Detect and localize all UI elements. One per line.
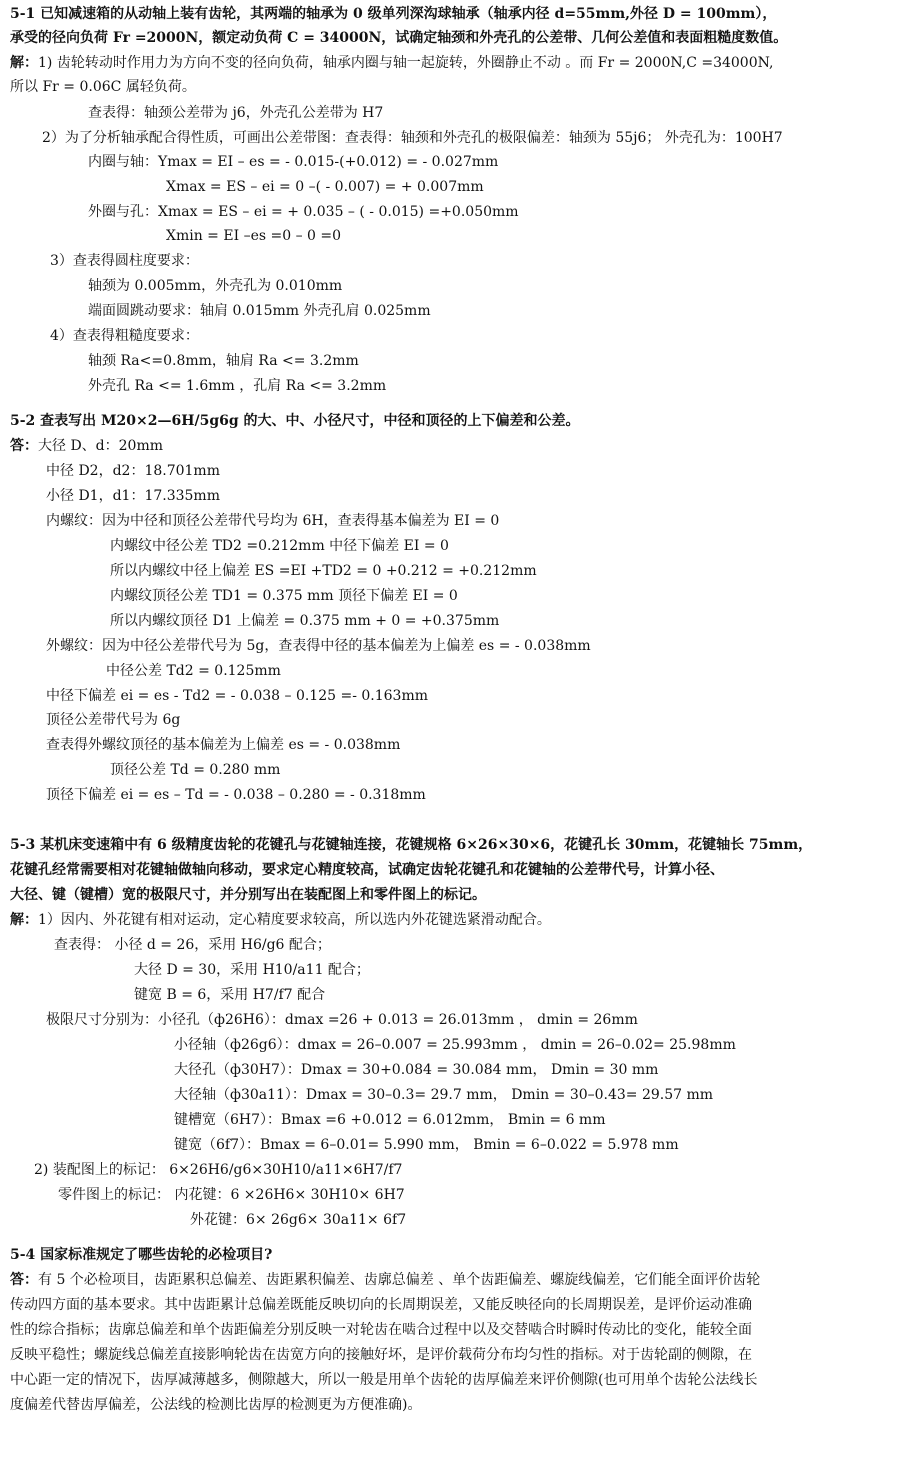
solution-line xyxy=(88,150,498,174)
solution-line xyxy=(88,101,383,125)
solution-line xyxy=(166,224,341,248)
solution-line xyxy=(174,1083,713,1107)
line-text: 中径公差 Td2 = 0.125mm xyxy=(106,663,281,679)
solution-line xyxy=(174,1058,658,1082)
problem-statement-line xyxy=(10,1243,272,1267)
line-text: 极限尺寸分别为：小径孔（ф26H6）：dmax =26 + 0.013 = 26.013mm ， dmin = 26mm xyxy=(46,1012,638,1028)
solution-line xyxy=(134,958,370,982)
solution-line xyxy=(110,758,280,782)
solution-line xyxy=(46,708,180,732)
solution-line xyxy=(54,933,331,957)
solution-line xyxy=(174,1133,679,1157)
line-text: 端面圆跳动要求：轴肩 0.015mm 外壳孔肩 0.025mm xyxy=(88,303,431,319)
line-text: 内螺纹中径公差 TD2 =0.212mm 中径下偏差 EI = 0 xyxy=(110,538,449,554)
solution-line xyxy=(46,783,426,807)
line-text: 承受的径向负荷 Fr =2000N，额定动负荷 C = 34000N，试确定轴颈和外壳孔的公差带、几何公差值和表面粗糙度数值。 xyxy=(10,30,788,46)
line-text: 2）为了分析轴承配合得性质，可画出公差带图：查表得：轴颈和外壳孔的极限偏差：轴颈为 55j6； 外壳孔为：100H7 xyxy=(42,130,783,146)
line-text: 所以内螺纹顶径 D1 上偏差 = 0.375 mm + 0 = +0.375mm xyxy=(110,613,500,629)
solution-line xyxy=(110,584,458,608)
line-text: 5-3 某机床变速箱中有 6 级精度齿轮的花键孔与花键轴连接，花键规格 6×26×30×6，花键孔长 30mm，花键轴长 75mm， xyxy=(10,837,813,853)
line-text: 键宽 B = 6，采用 H7/f7 配合 xyxy=(134,987,326,1003)
solution-line xyxy=(110,559,537,583)
answer-label: 答： xyxy=(10,1272,38,1288)
answer-label: 解： xyxy=(10,912,38,928)
solution-line xyxy=(106,659,281,683)
line-text: 查表得： 小径 d = 26，采用 H6/g6 配合； xyxy=(54,937,331,953)
line-text: 小径 D1，d1：17.335mm xyxy=(46,488,220,504)
solution-line xyxy=(10,1293,752,1317)
line-text: 顶径公差带代号为 6g xyxy=(46,712,181,728)
line-text: 5-2 查表写出 M20×2—6H/5g6g 的大、中、小径尺寸，中径和顶径的上下偏差和公差。 xyxy=(10,413,580,429)
solution-line xyxy=(50,324,199,348)
solution-line xyxy=(46,634,591,658)
line-text: 内螺纹顶径公差 TD1 = 0.375 mm 顶径下偏差 EI = 0 xyxy=(110,588,458,604)
solution-line xyxy=(46,684,428,708)
solution-line xyxy=(166,175,484,199)
solution-line xyxy=(88,274,342,298)
solution-line xyxy=(10,908,551,932)
solution-line xyxy=(10,1343,752,1367)
line-text: 小径轴（ф26g6）：dmax = 26–0.007 = 25.993mm ， dmin = 26–0.02= 25.98mm xyxy=(174,1037,736,1053)
line-text: 有 5 个必检项目，齿距累积总偏差、齿距累积偏差、齿廓总偏差 、单个齿距偏差、螺旋线偏差，它们能全面评价齿轮 xyxy=(38,1272,761,1288)
line-text: 1）因内、外花键有相对运动，定心精度要求较高，所以选内外花键选紧滑动配合。 xyxy=(38,912,551,928)
line-text: 外花键：6× 26g6× 30a11× 6f7 xyxy=(190,1212,407,1228)
line-text: 反映平稳性；螺旋线总偏差直接影响轮齿在齿宽方向的接触好坏，是评价载荷分布均匀性的指标。对于齿轮副的侧隙，在 xyxy=(10,1347,752,1363)
solution-line xyxy=(174,1033,736,1057)
line-text: 2) 装配图上的标记： 6×26H6/g6×30H10/a11×6H7/f7 xyxy=(34,1162,403,1178)
line-text: 所以内螺纹中径上偏差 ES =EI +TD2 = 0 +0.212 = +0.212mm xyxy=(110,563,537,579)
line-text: 传动四方面的基本要求。其中齿距累计总偏差既能反映切向的长周期误差，又能反映径向的长周期误差，是评价运动准确 xyxy=(10,1297,752,1313)
problem-statement-line xyxy=(10,26,787,50)
line-text: 查表得：轴颈公差带为 j6，外壳孔公差带为 H7 xyxy=(88,105,384,121)
line-text: 大径、键（键槽）宽的极限尺寸，并分别写出在装配图上和零件图上的标记。 xyxy=(10,887,486,903)
line-text: 大径孔（ф30H7）：Dmax = 30+0.084 = 30.084 mm， Dmin = 30 mm xyxy=(174,1062,659,1078)
solution-line xyxy=(110,534,449,558)
line-text: 顶径下偏差 ei = es – Td = - 0.038 – 0.280 = - 0.318mm xyxy=(46,787,426,803)
line-text: 零件图上的标记： 内花键：6 ×26H6× 30H10× 6H7 xyxy=(58,1187,405,1203)
problem-statement-line xyxy=(10,883,486,907)
solution-line xyxy=(46,509,499,533)
line-text: 性的综合指标；齿廓总偏差和单个齿距偏差分别反映一对轮齿在啮合过程中以及交替啮合时瞬时传动比的变化，能较全面 xyxy=(10,1322,752,1338)
line-text: 5-4 国家标准规定了哪些齿轮的必检项目? xyxy=(10,1247,273,1263)
line-text: 花键孔经常需要相对花键轴做轴向移动，要求定心精度较高，试确定齿轮花键孔和花键轴的公差带代号，计算小径、 xyxy=(10,862,724,878)
line-text: 中心距一定的情况下，齿厚减薄越多，侧隙越大，所以一般是用单个齿轮的齿厚偏差来评价侧隙(也可用单个齿轮公法线长 xyxy=(10,1372,758,1388)
line-text: 外螺纹：因为中径公差带代号为 5g，查表得中径的基本偏差为上偏差 es = - 0.038mm xyxy=(46,638,591,654)
solution-line xyxy=(88,200,519,224)
solution-line xyxy=(88,299,431,323)
solution-line xyxy=(134,983,325,1007)
solution-line xyxy=(34,1158,402,1182)
answer-label: 解： xyxy=(10,55,38,71)
solution-line xyxy=(46,733,400,757)
line-text: 键槽宽（6H7）：Bmax =6 +0.012 = 6.012mm， Bmin = 6 mm xyxy=(174,1112,606,1128)
solution-line xyxy=(10,75,196,99)
solution-line xyxy=(50,249,199,273)
solution-line xyxy=(174,1108,605,1132)
solution-line xyxy=(46,484,220,508)
solution-line xyxy=(42,126,783,150)
line-text: 1) 齿轮转动时作用力为方向不变的径向负荷，轴承内圈与轴一起旋转，外圈静止不动 。而 Fr = 2000N,C =34000N, xyxy=(38,55,774,71)
solution-line xyxy=(10,1393,421,1417)
line-text: 5-1 已知减速箱的从动轴上装有齿轮，其两端的轴承为 0 级单列深沟球轴承（轴承内径 d=55mm,外径 D = 100mm）， xyxy=(10,6,777,22)
line-text: 大径 D = 30，采用 H10/a11 配合； xyxy=(134,962,370,978)
solution-line xyxy=(10,434,163,458)
line-text: 中径 D2，d2：18.701mm xyxy=(46,463,220,479)
line-text: 内圈与轴：Ymax = EI – es = - 0.015-(+0.012) = - 0.027mm xyxy=(88,154,499,170)
answer-label: 答： xyxy=(10,438,38,454)
line-text: 查表得外螺纹顶径的基本偏差为上偏差 es = - 0.038mm xyxy=(46,737,401,753)
line-text: 大径轴（ф30a11）：Dmax = 30–0.3= 29.7 mm， Dmin = 30–0.43= 29.57 mm xyxy=(174,1087,714,1103)
line-text: 大径 D、d：20mm xyxy=(38,438,164,454)
solution-line xyxy=(88,349,359,373)
line-text: 内螺纹：因为中径和顶径公差带代号均为 6H，查表得基本偏差为 EI = 0 xyxy=(46,513,500,529)
solution-line xyxy=(46,459,220,483)
line-text: 顶径公差 Td = 0.280 mm xyxy=(110,762,281,778)
solution-line xyxy=(10,1368,757,1392)
line-text: 外圈与孔：Xmax = ES – ei = + 0.035 – ( - 0.015) =+0.050mm xyxy=(88,204,519,220)
line-text: 轴颈为 0.005mm，外壳孔为 0.010mm xyxy=(88,278,343,294)
line-text: 3）查表得圆柱度要求： xyxy=(50,253,199,269)
line-text: 度偏差代替齿厚偏差，公法线的检测比齿厚的检测更为方便准确)。 xyxy=(10,1397,422,1413)
line-text: Xmax = ES – ei = 0 –( - 0.007) = + 0.007mm xyxy=(166,179,484,195)
line-text: 外壳孔 Ra <= 1.6mm ，孔肩 Ra <= 3.2mm xyxy=(88,378,387,394)
solution-line xyxy=(46,1008,638,1032)
solution-line xyxy=(88,374,386,398)
line-text: Xmin = EI –es =0 – 0 =0 xyxy=(166,228,342,244)
solution-line xyxy=(58,1183,405,1207)
solution-line xyxy=(10,1318,752,1342)
line-text: 4）查表得粗糙度要求： xyxy=(50,328,199,344)
solution-line xyxy=(190,1208,406,1232)
problem-statement-line xyxy=(10,409,580,433)
solution-line xyxy=(10,51,773,75)
line-text: 键宽（6f7）：Bmax = 6–0.01= 5.990 mm， Bmin = 6–0.022 = 5.978 mm xyxy=(174,1137,679,1153)
line-text: 中径下偏差 ei = es - Td2 = - 0.038 – 0.125 =- 0.163mm xyxy=(46,688,429,704)
line-text: 所以 Fr = 0.06C 属轻负荷。 xyxy=(10,79,196,95)
problem-statement-line xyxy=(10,2,776,26)
line-text: 轴颈 Ra<=0.8mm，轴肩 Ra <= 3.2mm xyxy=(88,353,359,369)
problem-statement-line xyxy=(10,858,724,882)
solution-line xyxy=(110,609,499,633)
solution-line xyxy=(10,1268,760,1292)
problem-statement-line xyxy=(10,833,812,857)
